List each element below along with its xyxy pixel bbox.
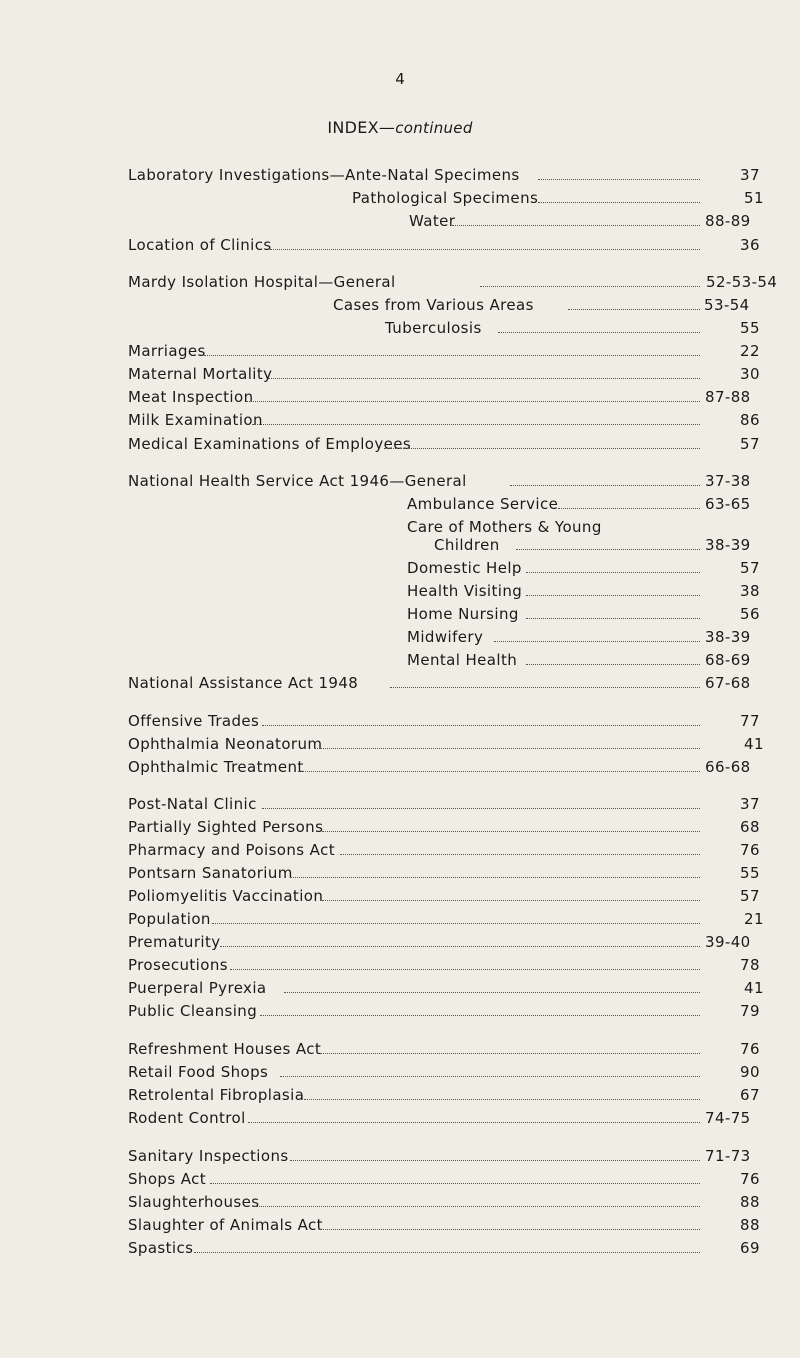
- dot-leader: [246, 401, 700, 402]
- index-entry: [0, 1236, 800, 1260]
- entry-label: Water: [409, 212, 456, 230]
- entry-page: 57: [740, 435, 760, 453]
- entry-label: Refreshment Houses Act: [128, 1040, 322, 1058]
- dot-leader: [270, 249, 700, 250]
- index-entry: [0, 579, 800, 603]
- entry-label: Mardy Isolation Hospital—General: [128, 273, 396, 291]
- entry-label: Puerperal Pyrexia: [128, 979, 267, 997]
- entry-page: 57: [740, 887, 760, 905]
- dot-leader: [390, 687, 700, 688]
- entry-page: 63-65: [705, 495, 751, 513]
- index-entry: [0, 1106, 800, 1130]
- dot-leader: [320, 1229, 700, 1230]
- entry-label: Offensive Trades: [128, 712, 260, 730]
- dot-leader: [526, 572, 700, 573]
- entry-label: Prematurity: [128, 933, 221, 951]
- dot-leader: [538, 179, 700, 180]
- entry-page: 55: [740, 864, 760, 882]
- entry-label: Midwifery: [407, 628, 484, 646]
- entry-page: 30: [740, 365, 760, 383]
- dot-leader: [558, 508, 700, 509]
- dot-leader: [494, 641, 700, 642]
- dot-leader: [260, 1015, 700, 1016]
- dot-leader: [284, 992, 700, 993]
- dot-leader: [262, 725, 700, 726]
- entry-page: 78: [740, 956, 760, 974]
- entry-label: Retail Food Shops: [128, 1063, 269, 1081]
- entry-label: Pharmacy and Poisons Act: [128, 841, 335, 859]
- entry-label: Home Nursing: [407, 605, 519, 623]
- index-entry: [0, 861, 800, 885]
- entry-label: Pontsarn Sanatorium: [128, 864, 293, 882]
- index-entry: [0, 732, 800, 756]
- index-entry: [0, 492, 800, 516]
- entry-label: Pathological Specimens: [352, 189, 539, 207]
- index-entry: [0, 648, 800, 672]
- index-entry: [0, 907, 800, 931]
- entry-page: 41: [744, 979, 764, 997]
- dot-leader: [322, 900, 700, 901]
- index-entry: [0, 976, 800, 1000]
- dot-leader: [210, 1183, 700, 1184]
- entry-label: Care of Mothers & Young: [407, 518, 602, 536]
- index-entry: [0, 1144, 800, 1168]
- index-entry: [0, 316, 800, 340]
- index-entry: [0, 1060, 800, 1084]
- index-entry: [0, 709, 800, 733]
- dot-leader: [252, 424, 700, 425]
- page-number: 4: [395, 70, 405, 88]
- entry-label: Mental Health: [407, 651, 518, 669]
- index-entry: [0, 1167, 800, 1191]
- entry-page: 38-39: [705, 628, 751, 646]
- index-entry: [0, 270, 800, 294]
- index-entry: [0, 953, 800, 977]
- index-entry: [0, 999, 800, 1023]
- index-entry: [0, 884, 800, 908]
- entry-page: 79: [740, 1002, 760, 1020]
- entry-page: 74-75: [705, 1109, 751, 1127]
- index-entry: [0, 838, 800, 862]
- entry-label: Population: [128, 910, 211, 928]
- entry-label: Slaughterhouses: [128, 1193, 260, 1211]
- entry-label: Poliomyelitis Vaccination: [128, 887, 324, 905]
- dot-leader: [220, 946, 700, 947]
- index-entry: [0, 602, 800, 626]
- entry-label: Children: [434, 536, 500, 554]
- entry-label: Public Cleansing: [128, 1002, 258, 1020]
- entry-page: 76: [740, 1040, 760, 1058]
- dot-leader: [480, 286, 700, 287]
- entry-page: 56: [740, 605, 760, 623]
- dot-leader: [298, 771, 700, 772]
- entry-label: Health Visiting: [407, 582, 523, 600]
- entry-page: 86: [740, 411, 760, 429]
- entry-label: Ambulance Service: [407, 495, 559, 513]
- index-entry: [0, 1083, 800, 1107]
- index-entry: [0, 671, 800, 695]
- entry-label: Domestic Help: [407, 559, 522, 577]
- index-entry: [0, 339, 800, 363]
- dot-leader: [204, 355, 700, 356]
- index-entry: [0, 385, 800, 409]
- entry-page: 66-68: [705, 758, 751, 776]
- index-entry: [0, 362, 800, 386]
- entry-label: Milk Examination: [128, 411, 263, 429]
- entry-label: Tuberculosis: [385, 319, 482, 337]
- dot-leader: [248, 1122, 700, 1123]
- entry-label: Slaughter of Animals Act: [128, 1216, 323, 1234]
- entry-label: Maternal Mortality: [128, 365, 273, 383]
- entry-label: Meat Inspection: [128, 388, 254, 406]
- entry-label: Partially Sighted Persons: [128, 818, 324, 836]
- entry-page: 68: [740, 818, 760, 836]
- entry-label: Spastics: [128, 1239, 194, 1257]
- entry-page: 90: [740, 1063, 760, 1081]
- dot-leader: [452, 225, 700, 226]
- entry-page: 53-54: [704, 296, 750, 314]
- entry-label: Medical Examinations of Employees: [128, 435, 412, 453]
- index-entry: [0, 1213, 800, 1237]
- entry-page: 21: [744, 910, 764, 928]
- entry-page: 57: [740, 559, 760, 577]
- index-entry: [0, 930, 800, 954]
- index-entry: [0, 233, 800, 257]
- entry-page: 88: [740, 1216, 760, 1234]
- index-entry: [0, 533, 800, 557]
- entry-page: 38-39: [705, 536, 751, 554]
- dot-leader: [526, 618, 700, 619]
- dot-leader: [230, 969, 700, 970]
- dot-leader: [510, 485, 700, 486]
- index-entry: [0, 209, 800, 233]
- entry-page: 52-53-54: [706, 273, 778, 291]
- index-entry: [0, 556, 800, 580]
- dot-leader: [280, 1076, 700, 1077]
- entry-page: 88: [740, 1193, 760, 1211]
- dot-leader: [314, 748, 700, 749]
- title-main: INDEX—: [327, 118, 396, 137]
- entry-page: 71-73: [705, 1147, 751, 1165]
- entry-page: 37: [740, 166, 760, 184]
- entry-label: Cases from Various Areas: [333, 296, 534, 314]
- index-entry: [0, 408, 800, 432]
- entry-page: 76: [740, 1170, 760, 1188]
- index-entry: [0, 792, 800, 816]
- entry-label: Laboratory Investigations—Ante-Natal Specimens: [128, 166, 520, 184]
- index-entry: [0, 815, 800, 839]
- entry-page: 39-40: [705, 933, 751, 951]
- dot-leader: [516, 549, 700, 550]
- dot-leader: [254, 1206, 700, 1207]
- entry-label: Retrolental Fibroplasia: [128, 1086, 305, 1104]
- dot-leader: [498, 332, 700, 333]
- dot-leader: [304, 1099, 700, 1100]
- entry-label: Location of Clinics: [128, 236, 272, 254]
- entry-page: 77: [740, 712, 760, 730]
- index-entry: [0, 1190, 800, 1214]
- entry-label: Rodent Control: [128, 1109, 246, 1127]
- entry-page: 69: [740, 1239, 760, 1257]
- index-entry: [0, 1037, 800, 1061]
- dot-leader: [340, 854, 700, 855]
- page-title: [0, 118, 800, 137]
- dot-leader: [526, 595, 700, 596]
- dot-leader: [526, 664, 700, 665]
- entry-page: 55: [740, 319, 760, 337]
- dot-leader: [212, 923, 700, 924]
- entry-page: 88-89: [705, 212, 751, 230]
- entry-label: Shops Act: [128, 1170, 207, 1188]
- entry-label: Post-Natal Clinic: [128, 795, 257, 813]
- entry-page: 87-88: [705, 388, 751, 406]
- entry-page: 36: [740, 236, 760, 254]
- dot-leader: [322, 831, 700, 832]
- dot-leader: [290, 1160, 700, 1161]
- entry-label: National Assistance Act 1948: [128, 674, 359, 692]
- index-entry: [0, 293, 800, 317]
- entry-label: National Health Service Act 1946—General: [128, 472, 467, 490]
- dot-leader: [384, 448, 700, 449]
- entry-page: 67: [740, 1086, 760, 1104]
- entry-label: Ophthalmic Treatment: [128, 758, 304, 776]
- entry-page: 51: [744, 189, 764, 207]
- entry-label: Ophthalmia Neonatorum: [128, 735, 323, 753]
- dot-leader: [194, 1252, 700, 1253]
- dot-leader: [262, 808, 700, 809]
- dot-leader: [290, 877, 700, 878]
- index-entry: [0, 469, 800, 493]
- entry-page: 68-69: [705, 651, 751, 669]
- entry-label: Marriages: [128, 342, 206, 360]
- dot-leader: [538, 202, 700, 203]
- dot-leader: [568, 309, 700, 310]
- entry-label: Sanitary Inspections: [128, 1147, 289, 1165]
- dot-leader: [320, 1053, 700, 1054]
- entry-page: 38: [740, 582, 760, 600]
- entry-label: Prosecutions: [128, 956, 228, 974]
- index-entry: [0, 186, 800, 210]
- index-entry: [0, 432, 800, 456]
- index-entry: [0, 163, 800, 187]
- entry-page: 37: [740, 795, 760, 813]
- index-entry: [0, 755, 800, 779]
- entry-page: 37-38: [705, 472, 751, 490]
- entry-page: 41: [744, 735, 764, 753]
- entry-page: 67-68: [705, 674, 751, 692]
- title-suffix: continued: [395, 119, 473, 137]
- index-entry: [0, 625, 800, 649]
- entry-page: 76: [740, 841, 760, 859]
- entry-page: 22: [740, 342, 760, 360]
- dot-leader: [268, 378, 700, 379]
